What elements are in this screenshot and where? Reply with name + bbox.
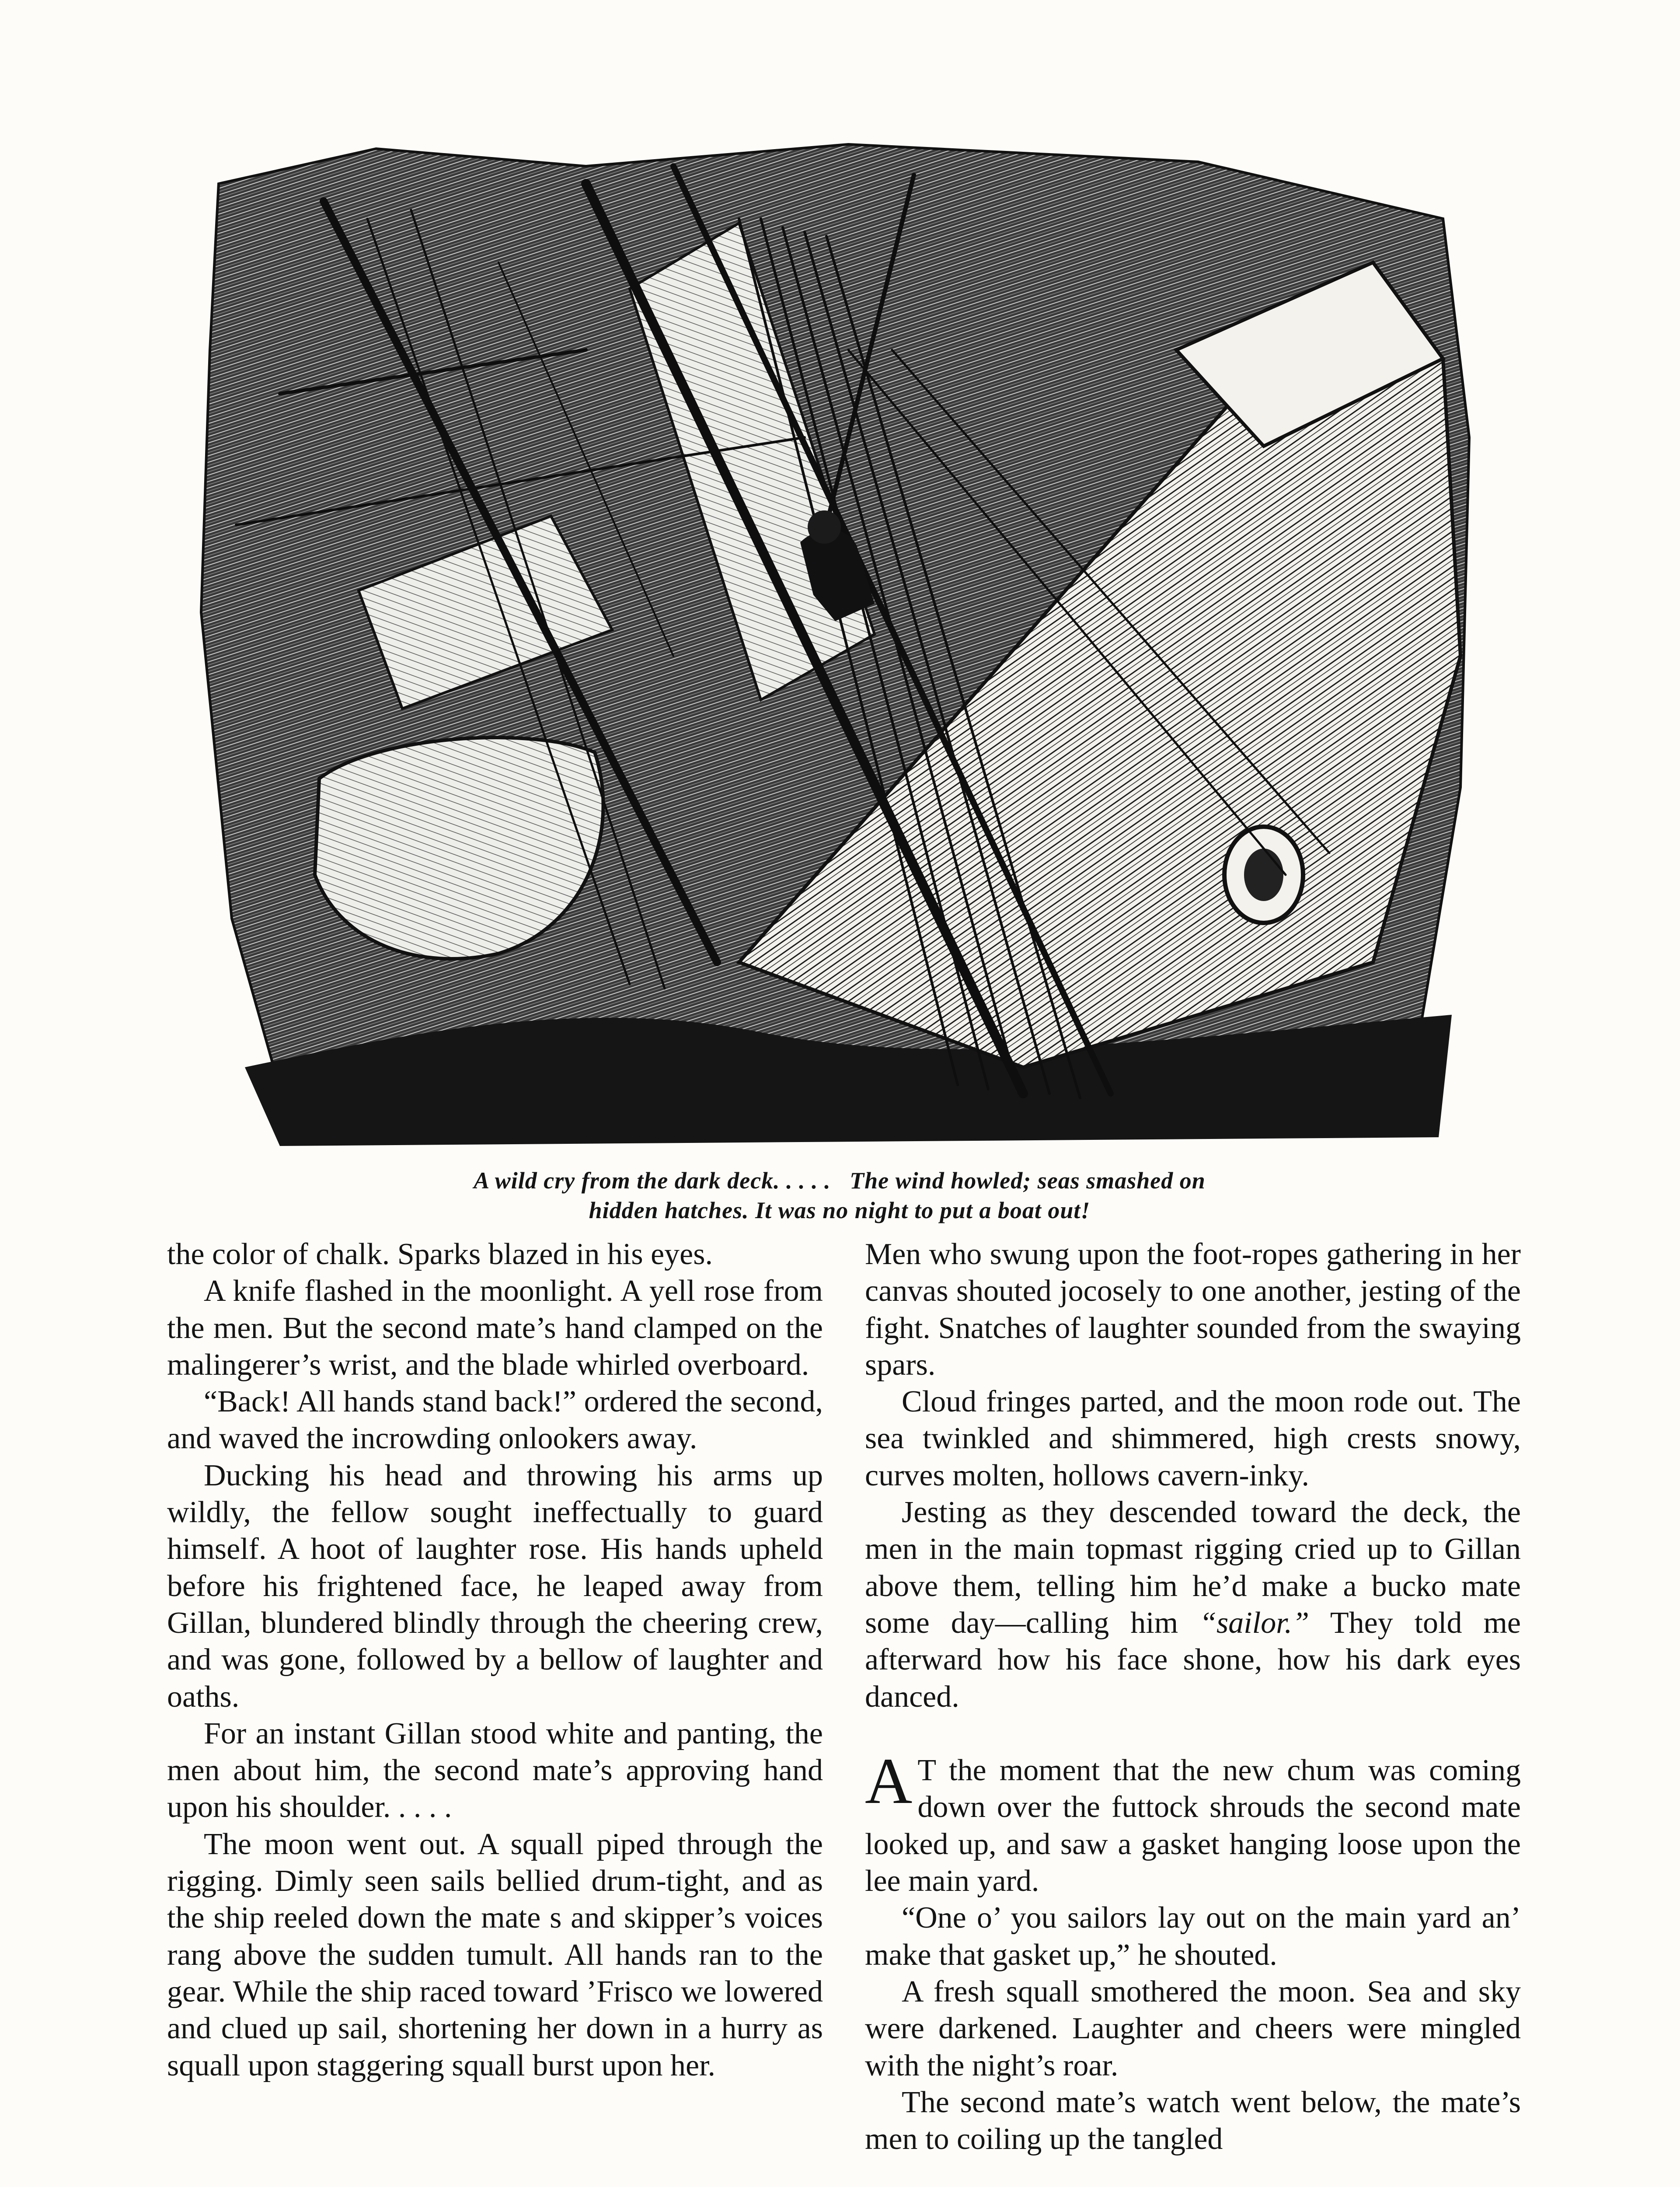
ship-in-storm-illustration [192,131,1487,1163]
paragraph: A knife flashed in the moonlight. A yell rose from the men. But the second mate’s hand clamped on the malingerer’s wrist, and the blade whirled overboard. [167,1274,823,1382]
paragraph: the color of chalk. Sparks blazed in his eyes. [167,1237,713,1271]
paragraph-text: Jesting as they descended toward the deck, the men in the main topmast rigging cried up to Gillan above them, telling him he’d make a bucko mate some day—calling him [865,1495,1521,1640]
paragraph: “One o’ you sailors lay out on the main yard an’ make that gasket up,” he shouted. [865,1901,1521,1972]
paragraph-text: They told me afterward how his face shone, how his dark eyes danced. [865,1606,1521,1714]
illustration-caption [166,1166,1513,1225]
section-opening-paragraph [865,1745,1521,1900]
paragraph: “Back! All hands stand back!” ordered the second, and waved the incrowding onlookers away. [167,1385,823,1456]
paragraph-text: T the moment that the new chum was coming down over the futtock shrouds the second mate looked up, and saw a gasket hanging loose upon the lee main yard. [865,1754,1521,1898]
paragraph [865,1494,1521,1715]
paragraph: Cloud fringes parted, and the moon rode out. The sea twinkled and shimmered, high crests snowy, curves molten, hollows cavern-inky. [865,1385,1521,1492]
caption-line-2: hidden hatches. It was no night to put a boat out! [589,1197,1091,1223]
paragraph: A fresh squall smothered the moon. Sea and sky were darkened. Laughter and cheers were mingled with the night’s roar. [865,1974,1521,2082]
caption-line-1: A wild cry from the dark deck. . . . . The wind howled; seas smashed on [474,1167,1206,1194]
paragraph: For an instant Gillan stood white and panting, the men about him, the second mate’s approving hand upon his shoulder. . . . . [167,1716,823,1824]
emphasis-text: “sailor.” [1199,1606,1310,1640]
right-column [865,1236,1521,2158]
drop-cap: A [865,1745,913,1818]
left-column [167,1236,823,2084]
ship-in-storm-icon [192,131,1487,1163]
paragraph: The second mate’s watch went below, the mate’s men to coiling up the tangled [865,2085,1521,2156]
paragraph: Ducking his head and throwing his arms up wildly, the fellow sought ineffectually to guard himself. A hoot of laughter rose. His hands upheld before his frightened face, he leaped away from Gillan, blundered blindly through the cheering crew, and was gone, followed by a bellow of laughter and oaths. [167,1458,823,1714]
paragraph: The moon went out. A squall piped through the rigging. Dimly seen sails bellied drum-tight, and as the ship reeled down the mate s and skipper’s voices rang above the sudden tumult. All hands ran to the gear. While the ship raced toward ’Frisco we lowered and clued up sail, shortening her down in a hurry as squall upon staggering squall burst upon her. [167,1827,823,2082]
paragraph: Men who swung upon the foot-ropes gathering in her canvas shouted jocosely to one another, jesting of the fight. Snatches of laughter sounded from the swaying spars. [865,1237,1521,1382]
